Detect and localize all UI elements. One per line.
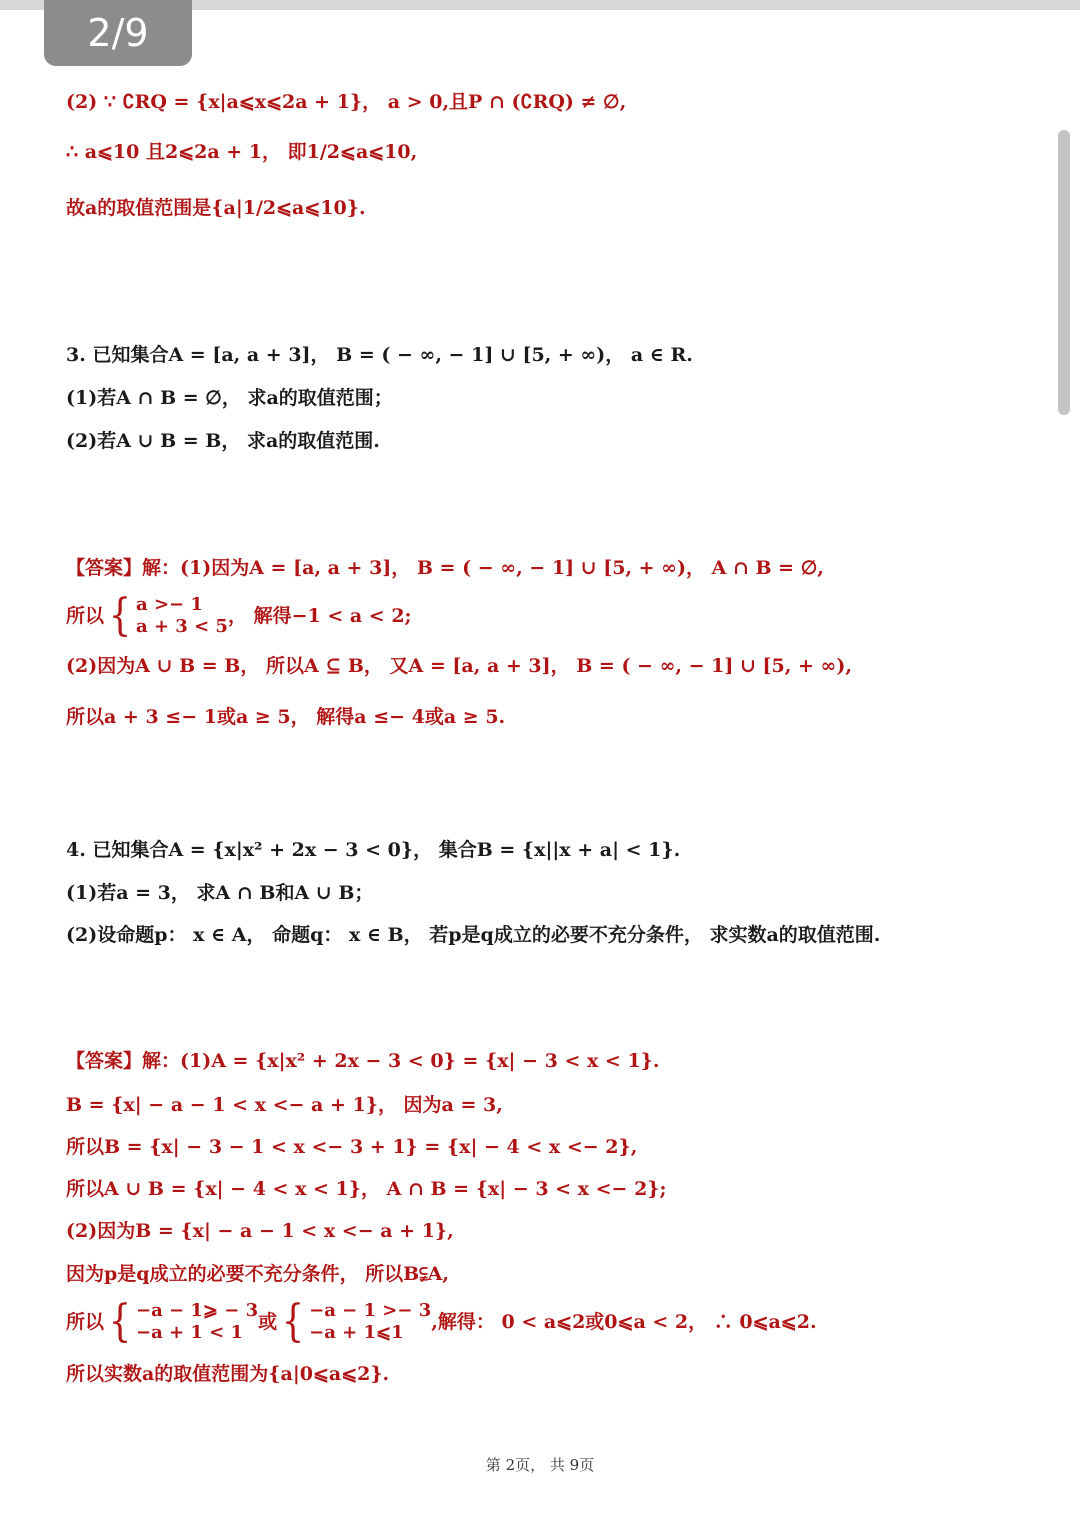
system-1-bottom: −a + 1 < 1 [136,1322,244,1343]
answer-3-line-3: (2)因为A ∪ B = B， 所以A ⊆ B， 又A = [a, a + 3]， B = ( − ∞, − 1] ∪ [5, + ∞), [66,655,852,677]
answer-3-prefix: 所以 [66,605,105,627]
prev-answer-line-2: ∴ a⩽10 且2⩽2a + 1， 即1/2⩽a⩽10, [66,141,418,163]
left-brace: { [281,1296,305,1347]
answer-4-line-5: (2)因为B = {x| − a − 1 < x <− a + 1}, [66,1220,454,1242]
question-4-stem: 4. 已知集合A = {x|x² + 2x − 3 < 0}， 集合B = {x||x + a| < 1}. [66,839,681,861]
prev-answer-line-1: (2) ∵ ∁RQ = {x|a⩽x⩽2a + 1}， a > 0,且P ∩ (∁RQ) ≠ ∅, [66,91,627,113]
answer-4-line-8: 所以实数a的取值范围为{a|0⩽a⩽2}. [66,1363,390,1385]
answer-4-line-4: 所以A ∪ B = {x| − 4 < x < 1}， A ∩ B = {x| − 3 < x <− 2}; [66,1178,667,1200]
left-brace: { [108,590,132,641]
answer-4-line-1: 【答案】解：(1)A = {x|x² + 2x − 3 < 0} = {x| − 3 < x < 1}. [66,1050,660,1072]
answer-4-line-2: B = {x| − a − 1 < x <− a + 1}， 因为a = 3, [66,1094,503,1116]
or-word: 或 [258,1311,278,1333]
question-3-part-2: (2)若A ∪ B = B， 求a的取值范围. [66,430,380,452]
answer-4-line-7 [66,1296,817,1347]
inequality-system [136,594,228,638]
answer-4-prefix: 所以 [66,1311,105,1333]
system-top: a >− 1 [136,594,203,615]
question-4-part-1: (1)若a = 3， 求A ∩ B和A ∪ B； [66,882,374,904]
page-footer: 第 2页， 共 9页 [485,1456,595,1474]
inequality-system-1 [136,1300,258,1344]
system-1-top: −a − 1⩾ − 3 [136,1300,259,1321]
answer-3-line-1: 【答案】解：(1)因为A = [a, a + 3]， B = ( − ∞, − 1] ∪ [5, + ∞)， A ∩ B = ∅, [66,557,824,579]
answer-3-suffix: ， 解得−1 < a < 2; [227,605,412,627]
question-4-part-2: (2)设命题p： x ∈ A， 命题q： x ∈ B， 若p是q成立的必要不充分条件， 求实数a的取值范围. [66,924,881,946]
system-2-top: −a − 1 >− 3 [309,1300,432,1321]
inequality-system-2 [309,1300,431,1344]
page-indicator: 2/9 [44,0,192,66]
answer-4-suffix: ,解得： 0 < a⩽2或0⩽a < 2， ∴ 0⩽a⩽2. [431,1311,817,1333]
answer-3-line-2 [66,590,412,641]
question-3-stem: 3. 已知集合A = [a, a + 3]， B = ( − ∞, − 1] ∪ [5, + ∞)， a ∈ R. [66,344,693,366]
system-bottom: a + 3 < 5 [136,616,228,637]
system-2-bottom: −a + 1⩽1 [309,1322,404,1343]
prev-answer-line-3: 故a的取值范围是{a|1/2⩽a⩽10}. [66,197,366,219]
scrollbar-thumb[interactable] [1058,130,1070,415]
left-brace: { [108,1296,132,1347]
question-3-part-1: (1)若A ∩ B = ∅， 求a的取值范围； [66,387,393,409]
answer-3-line-4: 所以a + 3 ≤− 1或a ≥ 5， 解得a ≤− 4或a ≥ 5. [66,706,506,728]
answer-4-line-3: 所以B = {x| − 3 − 1 < x <− 3 + 1} = {x| − 4 < x <− 2}, [66,1136,638,1158]
answer-4-line-6: 因为p是q成立的必要不充分条件， 所以B⫋A, [66,1263,449,1285]
